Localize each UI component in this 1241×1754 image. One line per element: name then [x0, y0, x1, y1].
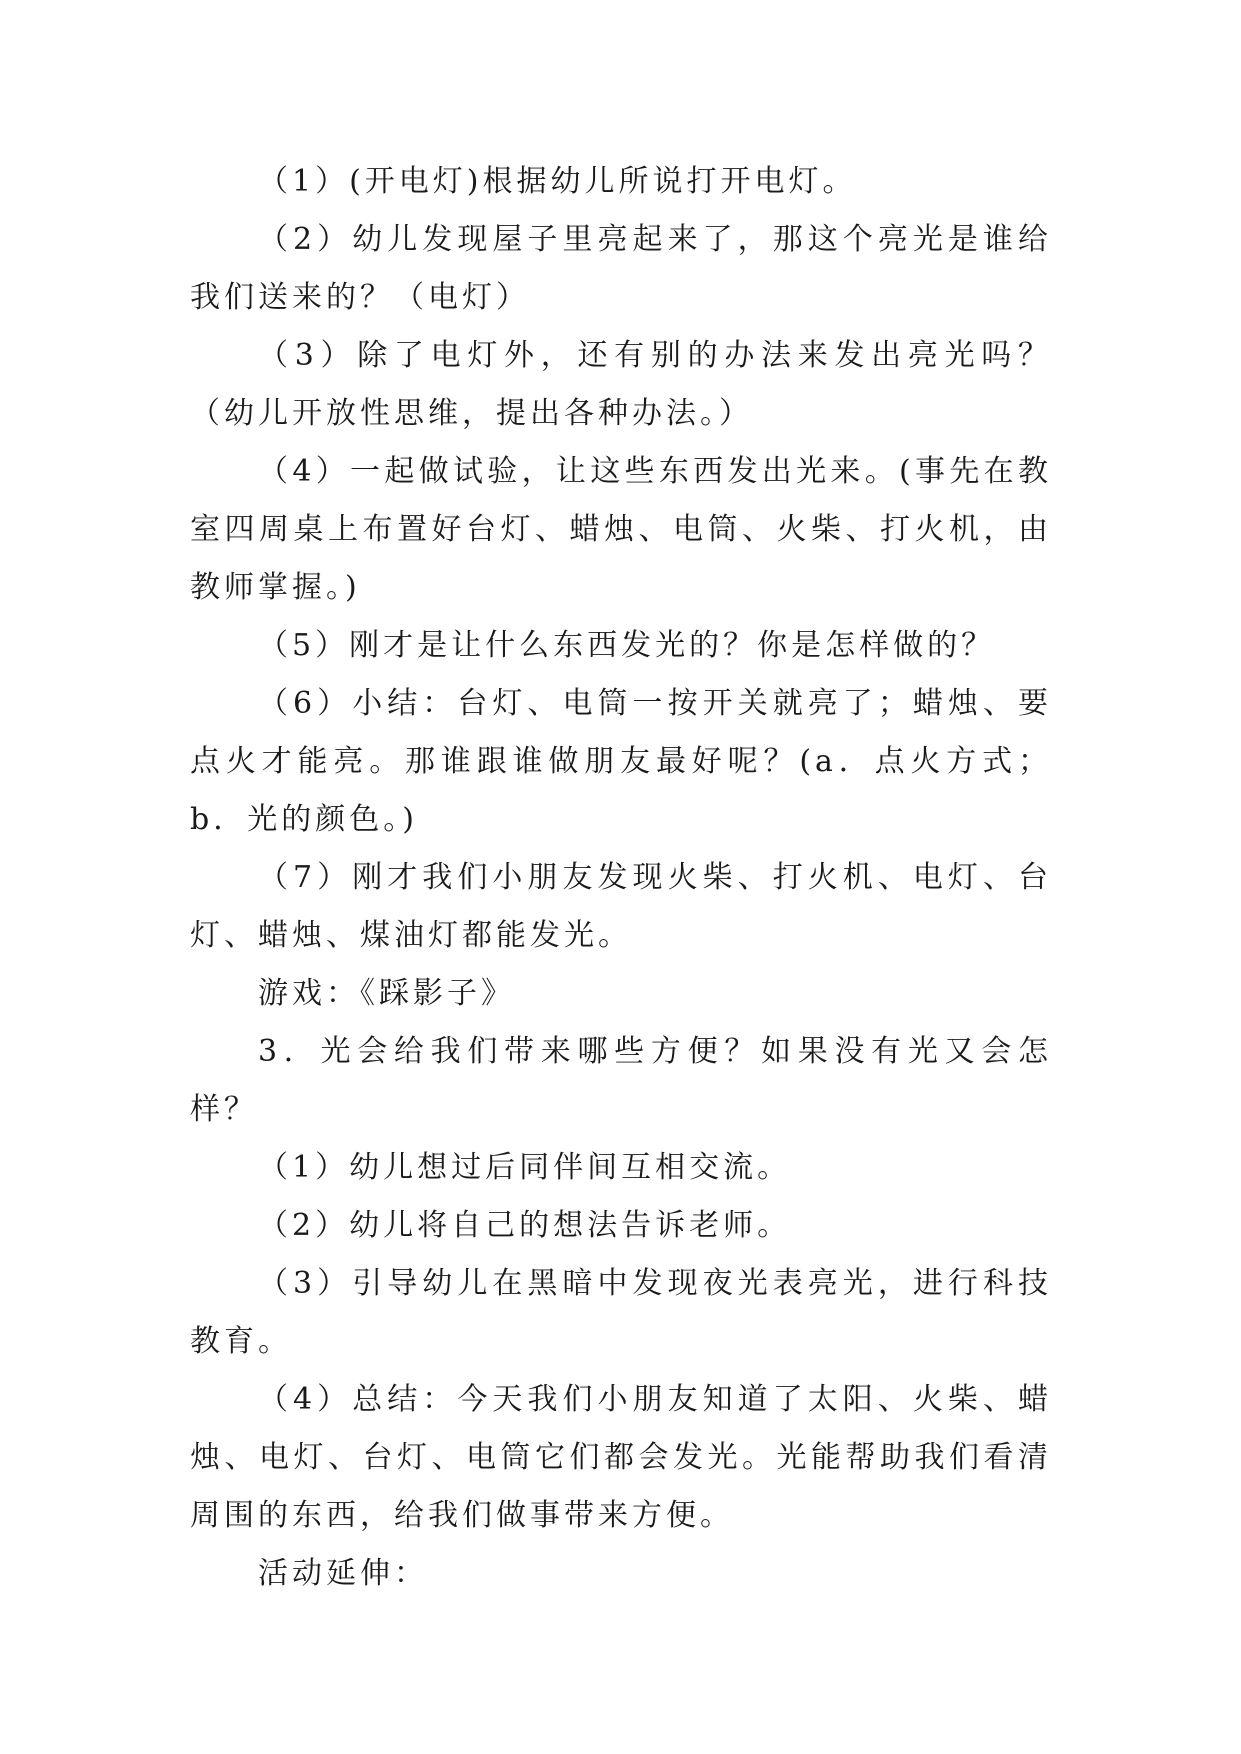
paragraph-step-1: （1）(开电灯)根据幼儿所说打开电灯。 [258, 164, 857, 199]
paragraph-sub-4: （4）总结：今天我们小朋友知道了太阳、火柴、蜡烛、电灯、台灯、电筒它们都会发光。光能帮助我们看清周围的东西，给我们做事带来方便。 [190, 1382, 1052, 1533]
paragraph-step-3: （3）除了电灯外，还有别的办法来发出亮光吗？（幼儿开放性思维，提出各种办法。） [190, 338, 1052, 431]
paragraph-sub-3: （3）引导幼儿在黑暗中发现夜光表亮光，进行科技教育。 [190, 1266, 1052, 1359]
paragraph-activity-extension: 活动延伸： [258, 1556, 428, 1591]
paragraph-step-4: （4）一起做试验，让这些东西发出光来。(事先在教室四周桌上布置好台灯、蜡烛、电筒、火柴、打火机，由教师掌握。) [190, 454, 1052, 605]
paragraph-sub-2: （2）幼儿将自己的想法告诉老师。 [258, 1208, 792, 1243]
paragraph-game: 游戏：《踩影子》 [258, 976, 515, 1011]
document-body [190, 153, 1052, 1603]
paragraph-step-5: （5）刚才是让什么东西发光的？你是怎样做的？ [258, 628, 996, 663]
paragraph-sub-1: （1）幼儿想过后同伴间互相交流。 [258, 1150, 792, 1185]
paragraph-step-6: （6）小结：台灯、电筒一按开关就亮了；蜡烛、要点火才能亮。那谁跟谁做朋友最好呢？(a．点火方式；b．光的颜色。) [190, 686, 1052, 837]
paragraph-section-3: 3．光会给我们带来哪些方便？如果没有光又会怎样？ [190, 1034, 1052, 1127]
paragraph-step-7: （7）刚才我们小朋友发现火柴、打火机、电灯、台灯、蜡烛、煤油灯都能发光。 [190, 860, 1052, 953]
paragraph-step-2: （2）幼儿发现屋子里亮起来了，那这个亮光是谁给我们送来的？（电灯） [190, 222, 1052, 315]
